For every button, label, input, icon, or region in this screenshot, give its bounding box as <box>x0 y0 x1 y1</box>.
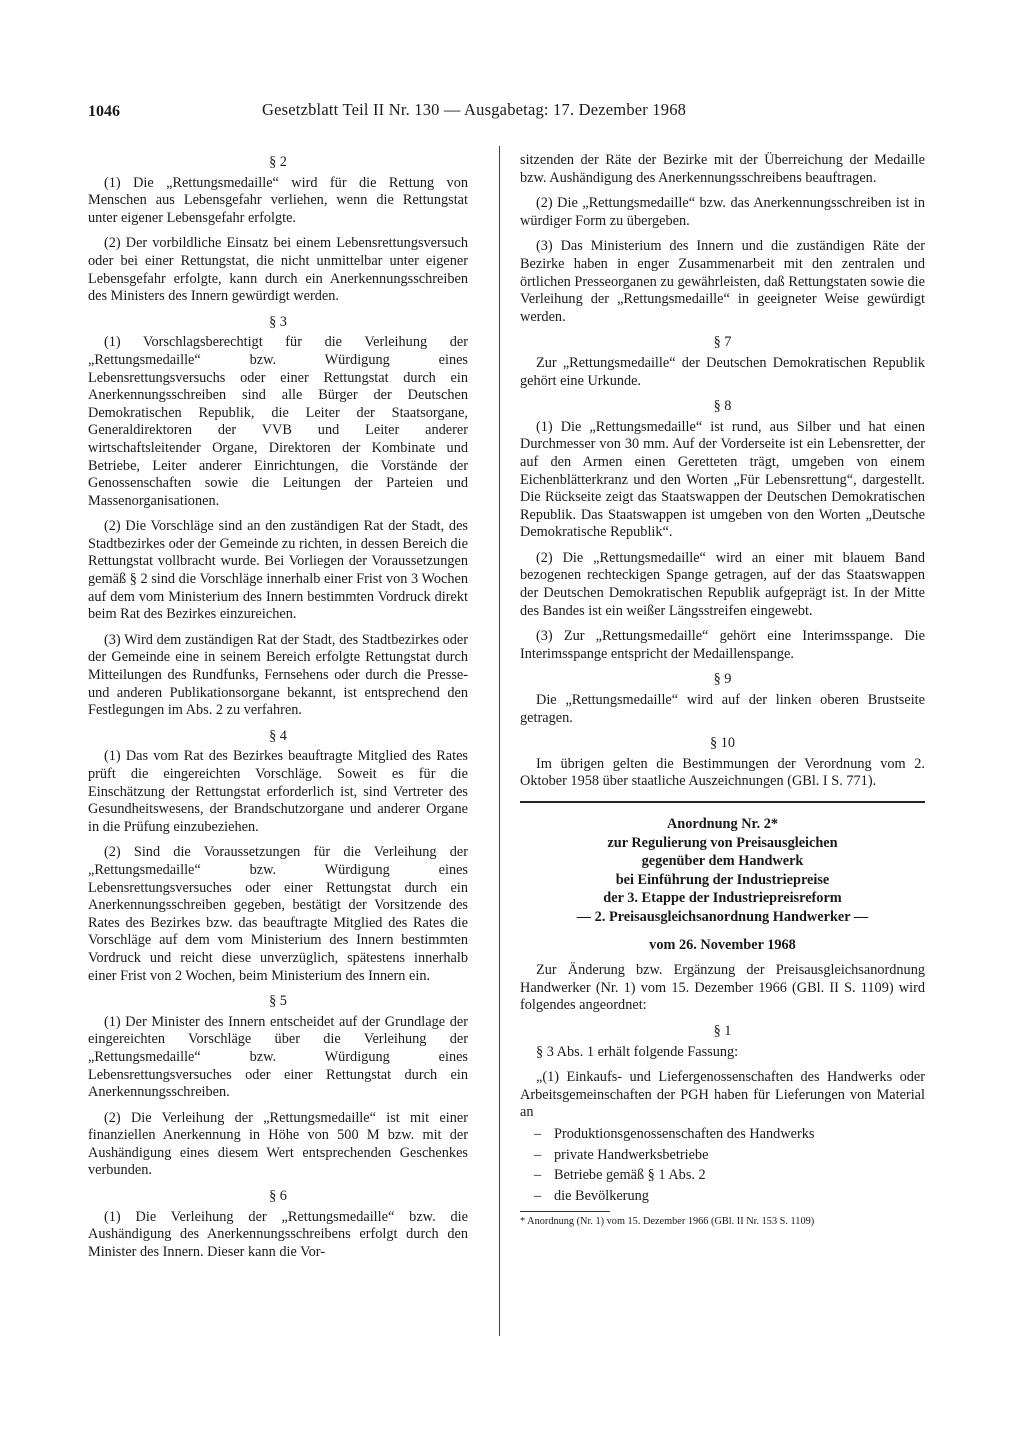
list-item: – private Handwerksbetriebe <box>534 1147 925 1165</box>
column-divider <box>499 146 500 1336</box>
page-number: 1046 <box>88 103 120 120</box>
section-10 <box>520 735 925 791</box>
dash-list <box>520 1126 925 1205</box>
section-3 <box>88 314 468 720</box>
ordinance-title-line: bei Einführung der Industriepreise <box>615 871 830 888</box>
paragraph: (1) Vorschlagsberechtigt für die Verleihung der „Rettungsmedaille“ bzw. Würdigung eines Lebensrettungsversuchs oder einer Rettungstat durch ein Anerkennungsschreiben sind alle Bürger der Deutschen Demokratischen Republik, die Leiter der Staatsorgane, Generaldirektoren der VVB und Leiter anderer wirtschaftsleitender Organe, Direktoren der Kombinate und Betriebe, Leiter anderer Einrichtungen, die Vorstände der Genossenschaften sowie die Leitungen der Parteien und Massenorganisationen. <box>88 334 468 509</box>
paragraph: § 3 Abs. 1 erhält folgende Fassung: <box>536 1043 739 1060</box>
paragraph: (2) Die Verleihung der „Rettungsmedaille“ ist mit einer finanziellen Anerkennung in Höhe von 500 M bzw. mit der Aushändigung eines diesem Wert entsprechenden Geschenkes verbunden. <box>88 1109 468 1179</box>
footnote-divider <box>520 1211 610 1212</box>
ordinance-title-line: gegenüber dem Handwerk <box>641 853 804 870</box>
section-heading: § 1 <box>713 1022 732 1039</box>
section-heading: § 2 <box>269 154 287 170</box>
paragraph: (1) Die „Rettungsmedaille“ wird für die Rettung von Menschen aus Lebensgefahr verliehen, wenn die Rettungstat unter eigener Lebensgefahr erfolgte. <box>88 174 468 226</box>
paragraph: (1) Die „Rettungsmedaille“ ist rund, aus Silber und hat einen Durchmesser von 30 mm. Auf der Vorderseite ist ein Lebensretter, der auf den Armen einen Geretteten trägt, umgeben von einem Eichenblätterkranz und den Worten „Für Lebensrettung“, dargestellt. Die Rückseite zeigt das Staatswappen der Deutschen Demokratischen Republik. Das Staatswappen ist umgeben von den Worten „Deutsche Demokratische Republik“. <box>520 418 925 541</box>
section-heading: § 10 <box>709 735 736 752</box>
paragraph: (3) Zur „Rettungsmedaille“ gehört eine Interimsspange. Die Interimsspange entspricht der Medaillenspange. <box>520 628 925 662</box>
list-item: – Produktionsgenossenschaften des Handwerks <box>534 1126 925 1144</box>
paragraph: sitzenden der Räte der Bezirke mit der Überreichung der Medaille bzw. Aushändigung des Anerkennungsschreibens beauftragen. <box>520 152 925 186</box>
section-heading: § 6 <box>269 1188 287 1205</box>
ordinance-title-line: — 2. Preisausgleichsanordnung Handwerker — <box>576 908 869 925</box>
running-header: Gesetzblatt Teil II Nr. 130 — Ausgabetag: 17. Dezember 1968 <box>262 100 687 119</box>
section-4 <box>88 728 468 985</box>
paragraph: (3) Das Ministerium des Innern und die zuständigen Räte der Bezirke haben in enger Zusammenarbeit mit den zentralen und örtlichen Presseorganen zu gewährleisten, daß Rettungstaten sowie die Verleihung der „Rettungsmedaille“ in geeigneter Weise gewürdigt werden. <box>520 238 925 325</box>
paragraph: Die „Rettungsmedaille“ wird auf der linken oberen Brustseite getragen. <box>520 692 925 726</box>
paragraph: (2) Sind die Voraussetzungen für die Verleihung der „Rettungsmedaille“ bzw. Würdigung eines Lebensrettungsversuches oder einer Rettungstat durch ein Anerkennungsschreiben gegeben, bestätigt der Vorsitzende des Rates des Bezirkes bzw. das beauftragte Mitglied des Rates die Vorschläge auf dem vom Ministerium des Innern bestimmten Vordruck und reicht diese unverzüglich, spätestens innerhalb einer Frist von 2 Wochen, beim Ministerium des Innern ein. <box>88 844 468 984</box>
section-heading: § 7 <box>713 334 732 351</box>
paragraph: Im übrigen gelten die Bestimmungen der Verordnung vom 2. Oktober 1958 über staatliche Auszeichnungen (GBl. I S. 771). <box>520 755 925 790</box>
footnote: * Anordnung (Nr. 1) vom 15. Dezember 1966 (GBl. II Nr. 153 S. 1109) <box>520 1216 815 1228</box>
paragraph: (2) Die Vorschläge sind an den zuständigen Rat der Stadt, des Stadtbezirkes oder der Gemeinde zu richten, in dessen Bereich die Rettungstat vollbracht wurde. Bei Vorliegen der Voraussetzungen gemäß § 2 sind die Vorschläge innerhalb einer Frist von 3 Wochen auf dem vom Ministerium des Innern bestimmten Vordruck direkt beim Rat des Bezirkes einzureichen. <box>88 518 468 623</box>
list-item: – Betriebe gemäß § 1 Abs. 2 <box>534 1167 925 1185</box>
right-column <box>520 152 925 1229</box>
section-8 <box>520 398 925 663</box>
section-5 <box>88 993 468 1180</box>
ordinance-title-line: Anordnung Nr. 2* <box>666 816 779 832</box>
paragraph: (1) Der Minister des Innern entscheidet auf der Grundlage der eingereichten Vorschläge über die Verleihung der „Rettungsmedaille“ bzw. Würdigung eines Lebensrettungsversuches oder einer Rettungstat durch ein Anerkennungsschreiben. <box>88 1013 468 1101</box>
section-heading: § 4 <box>269 727 287 744</box>
paragraph: (2) Die „Rettungsmedaille“ wird an einer mit blauem Band bezogenen rechteckigen Spange getragen, auf der das Staatswappen der Deutschen Demokratischen Republik aufgeprägt ist. In der Mitte des Bandes ist ein weißer Längsstreifen eingewebt. <box>520 549 925 619</box>
paragraph: „(1) Einkaufs- und Liefergenossenschaften des Handwerks oder Arbeitsgemeinschaften der PGH haben für Lieferungen von Material an <box>520 1069 925 1121</box>
ordinance <box>520 815 925 1229</box>
section-9 <box>520 671 925 727</box>
paragraph: (1) Die Verleihung der „Rettungsmedaille“ bzw. die Aushändigung des Anerkennungsschreibens erfolgt durch den Minister des Innern. Dieser kann die Vor- <box>88 1208 468 1260</box>
section-6 <box>88 1188 468 1261</box>
paragraph: (2) Der vorbildliche Einsatz bei einem Lebensrettungsversuch oder bei einer Rettungstat, die nicht unmittelbar unter eigener Lebensgefahr erfolgte, kann durch ein Anerkennungsschreiben des Ministers des Innern gewürdigt werden. <box>88 235 468 305</box>
paragraph: (1) Das vom Rat des Bezirkes beauftragte Mitglied des Rates prüft die eingereichten Vorschläge. Soweit es für die Einschätzung der Rettungstat erforderlich ist, sind Vertreter des Gesundheitswesens, der Brandschutzorgane und anderer Organe in die Prüfung einzubeziehen. <box>88 748 468 835</box>
section-heading: § 3 <box>269 313 287 330</box>
section-2 <box>88 154 468 306</box>
paragraph: Zur „Rettungsmedaille“ der Deutschen Demokratischen Republik gehört eine Urkunde. <box>520 354 925 389</box>
paragraph: (2) Die „Rettungsmedaille“ bzw. das Anerkennungsschreiben ist in würdiger Form zu übergeben. <box>520 195 925 229</box>
section-heading: § 9 <box>713 671 732 688</box>
section-7 <box>520 334 925 390</box>
ordinance-date: vom 26. November 1968 <box>649 936 796 953</box>
section-heading: § 5 <box>269 993 287 1010</box>
section-divider <box>520 801 925 803</box>
section-6-continued <box>520 152 925 326</box>
left-column <box>88 150 468 1269</box>
paragraph: Zur Änderung bzw. Ergänzung der Preisausgleichsanordnung Handwerker (Nr. 1) vom 15. Dezember 1966 (GBl. II S. 1109) wird folgendes angeordnet: <box>520 962 925 1014</box>
section-heading: § 8 <box>713 398 732 415</box>
ordinance-title-line: zur Regulierung von Preisausgleichen <box>607 834 838 851</box>
ordinance-title-line: der 3. Etappe der Industriepreisreform <box>603 890 842 907</box>
list-item: – die Bevölkerung <box>534 1188 925 1206</box>
paragraph: (3) Wird dem zuständigen Rat der Stadt, des Stadtbezirkes oder der Gemeinde eine in seinem Bereich erfolgte Rettungstat durch Mitteilungen des Rundfunks, Fernsehens oder durch die Presse- und anderen Publikationsorgane bekannt, ist entsprechend den Festlegungen im Abs. 2 zu verfahren. <box>88 631 468 719</box>
